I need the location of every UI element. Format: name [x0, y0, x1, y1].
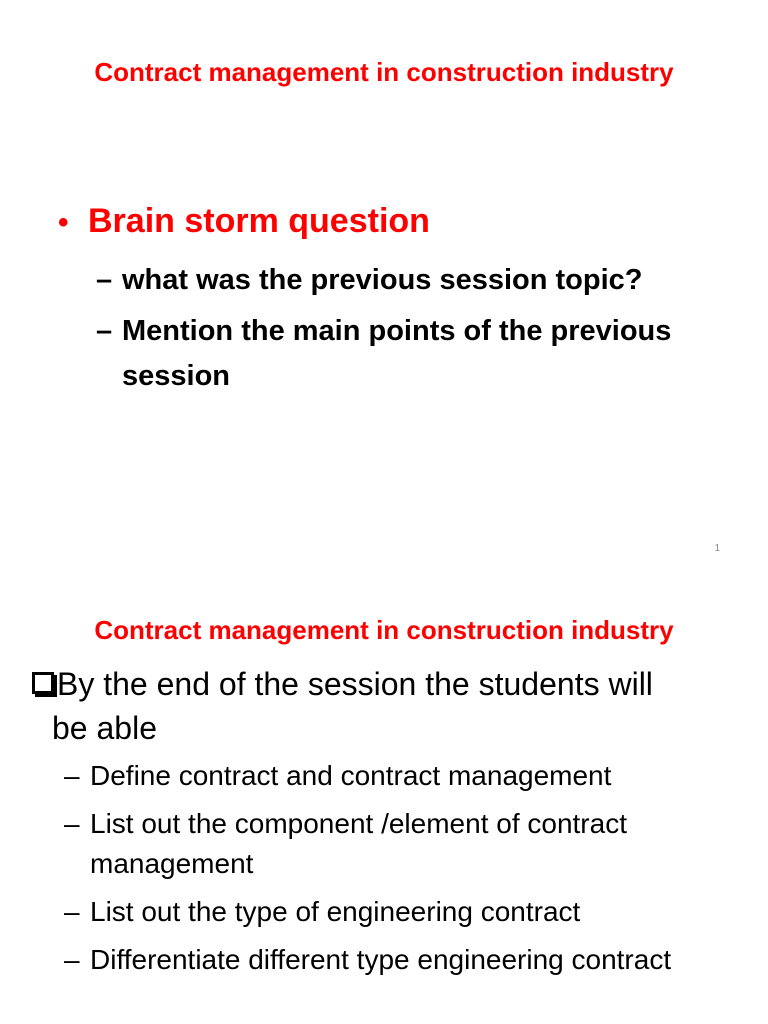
objective-text: Define contract and contract management: [90, 760, 612, 791]
objectives-intro: [32, 662, 732, 750]
question-text: what was the previous session topic?: [122, 264, 643, 296]
intro-text: [32, 662, 732, 750]
slide-number: 1: [714, 543, 720, 554]
intro-line-2: be able: [52, 710, 157, 746]
dash-marker: –: [64, 944, 80, 975]
dash-marker: –: [64, 808, 80, 839]
objective-text: List out the type of engineering contract: [90, 896, 581, 927]
dash-marker: –: [96, 315, 113, 347]
slide-2-title: Contract management in construction industry: [94, 615, 674, 645]
list-item: [96, 258, 746, 303]
list-item: [64, 892, 744, 932]
intro-line-1: By the end of the session the students will: [57, 666, 653, 702]
list-item: [64, 756, 744, 796]
list-item: [96, 309, 746, 399]
list-item: [64, 940, 744, 980]
dash-marker: –: [96, 264, 113, 296]
slide-1-title: Contract management in construction industry: [94, 57, 674, 87]
objectives-list: [64, 756, 744, 988]
slide-2: [0, 576, 768, 1024]
checkbox-square-icon: [32, 672, 54, 694]
list-item: [64, 804, 744, 884]
dash-marker: –: [64, 760, 80, 791]
objective-text: Differentiate different type engineering contract: [90, 944, 672, 975]
brainstorm-questions: [96, 258, 746, 405]
question-text: Mention the main points of the previous session: [122, 315, 672, 392]
brainstorm-label: Brain storm question: [88, 202, 430, 240]
brainstorm-bullet: [58, 200, 430, 244]
objective-text: List out the component /element of contract management: [90, 808, 627, 879]
bullet-dot: •: [58, 206, 69, 239]
dash-marker: –: [64, 896, 80, 927]
